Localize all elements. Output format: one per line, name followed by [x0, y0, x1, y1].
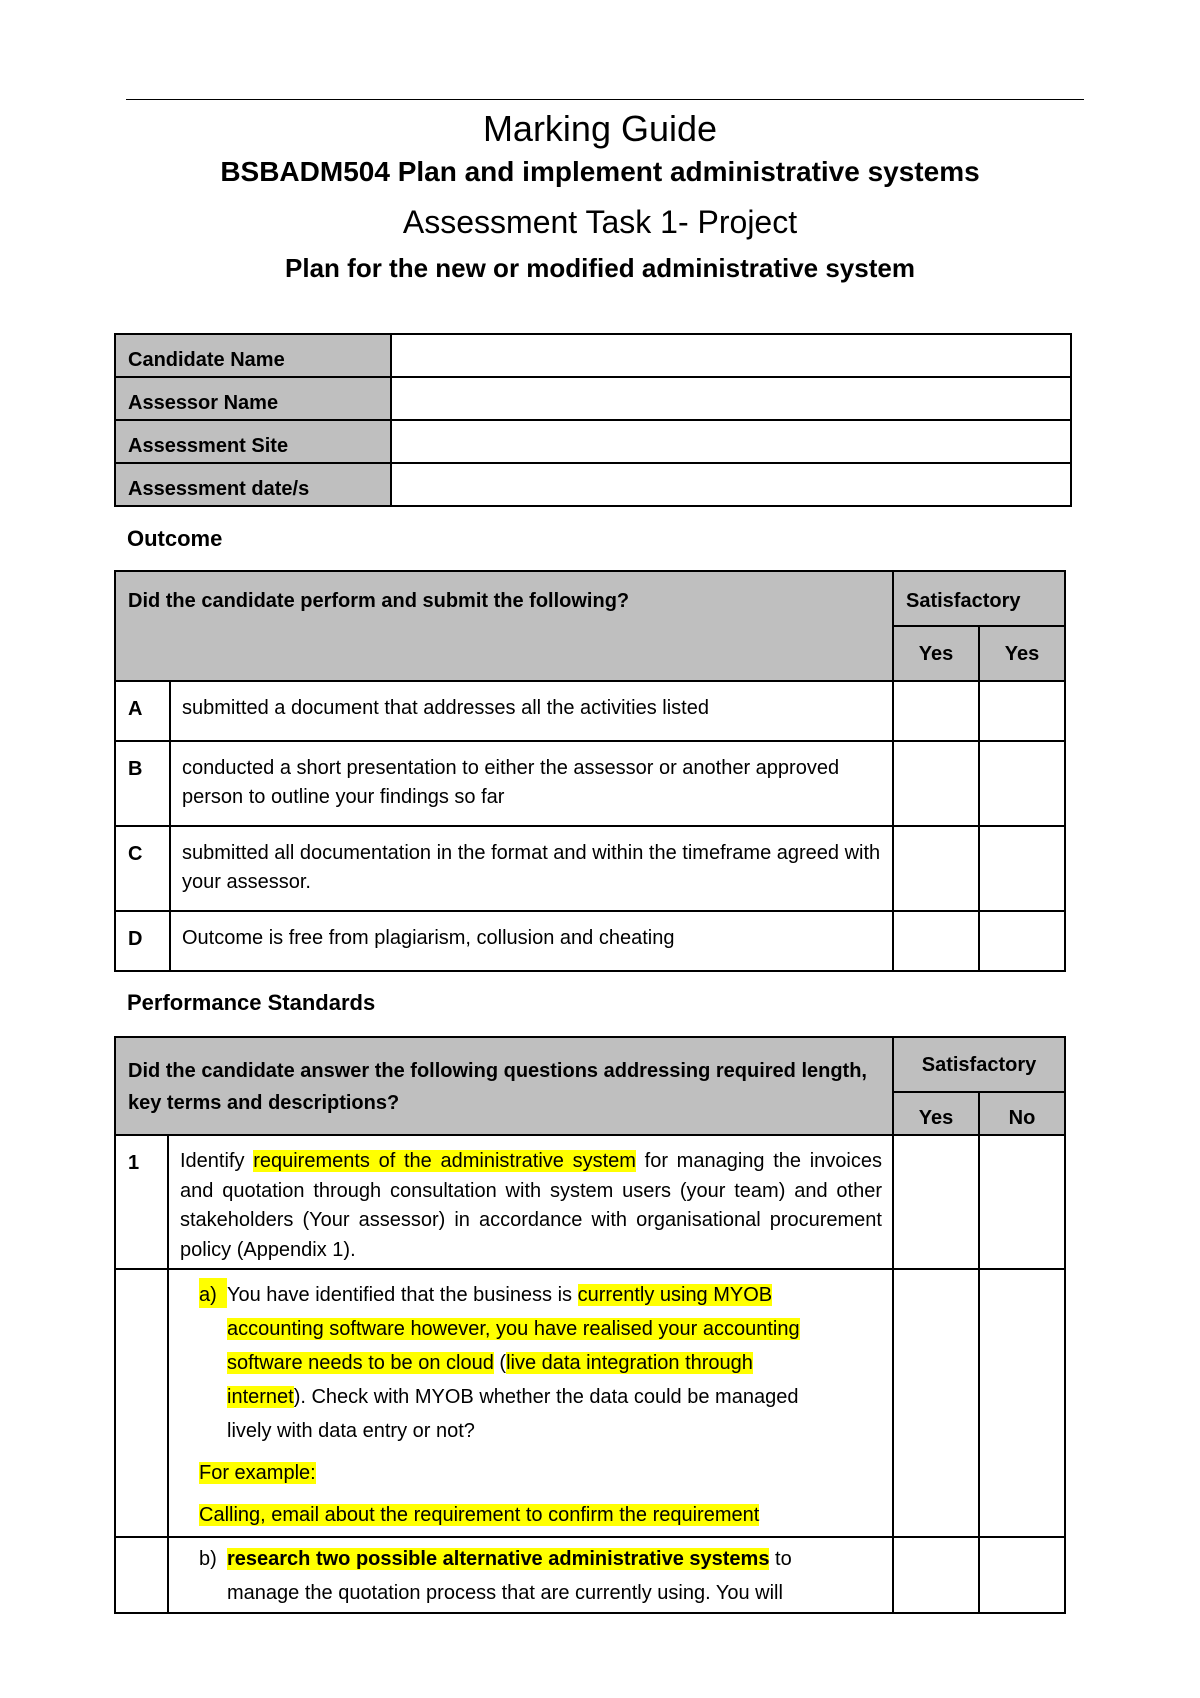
qb-highlight: research two possible alternative administrative systems: [227, 1548, 770, 1570]
qa-text-part: You have identified that the business is: [227, 1284, 578, 1306]
row-description: conducted a short presentation to either the assessor or another approved person to outline your findings so far: [170, 741, 893, 826]
row-description: submitted a document that addresses all the activities listed: [170, 681, 893, 741]
row-letter: C: [115, 826, 170, 911]
subtitle: Plan for the new or modified administrative system: [285, 253, 915, 283]
no-checkbox-cell[interactable]: [979, 1135, 1065, 1269]
qb-marker: b): [199, 1548, 217, 1570]
second-checkbox-cell[interactable]: [979, 741, 1065, 826]
no-checkbox-cell[interactable]: [979, 1269, 1065, 1537]
table-row: [115, 1269, 1065, 1537]
row-letter: A: [115, 681, 170, 741]
assessment-site-field[interactable]: [391, 420, 1071, 463]
row-letter: D: [115, 911, 170, 971]
qb-text-part: to manage the quotation process that are currently using. You will: [227, 1548, 792, 1604]
task-title: Assessment Task 1- Project: [402, 204, 798, 240]
outcome-satisfactory-header: Satisfactory: [893, 571, 1065, 626]
qa-text-part: ). Check with MYOB whether the data could be managed lively with data entry or not?: [227, 1386, 799, 1442]
page-title: Marking Guide: [482, 108, 718, 149]
yes-checkbox-cell[interactable]: [893, 911, 979, 971]
second-checkbox-cell[interactable]: [979, 681, 1065, 741]
candidate-name-field[interactable]: [391, 334, 1071, 377]
table-row: [115, 1135, 1065, 1269]
table-row: [115, 1537, 1065, 1613]
outcome-yes-header: Yes: [893, 626, 979, 681]
yes-checkbox-cell[interactable]: [893, 1537, 979, 1613]
table-row: [115, 741, 1065, 826]
empty-number-cell: [115, 1537, 168, 1613]
performance-satisfactory-header: Satisfactory: [893, 1037, 1065, 1092]
yes-checkbox-cell[interactable]: [893, 1269, 979, 1537]
question-1-text: [168, 1135, 893, 1269]
row-description: Outcome is free from plagiarism, collusion and cheating: [170, 911, 893, 971]
example-text: Calling, email about the requirement to confirm the requirement: [199, 1504, 760, 1526]
performance-yes-header: Yes: [893, 1092, 979, 1135]
info-label-assessment-site: Assessment Site: [115, 420, 391, 463]
example-label: For example:: [199, 1462, 316, 1484]
table-row: [115, 826, 1065, 911]
q1-text-part: Identify: [180, 1150, 254, 1172]
qa-marker: a): [199, 1278, 227, 1308]
qa-highlight: currently using MYOB accounting software however, you have realised your accounting software needs to be on cloud: [227, 1284, 800, 1374]
performance-question: Did the candidate answer the following questions addressing required length, key terms and descriptions?: [115, 1037, 893, 1135]
question-1a-text: [168, 1269, 893, 1537]
row-description: submitted all documentation in the format and within the timeframe agreed with your assessor.: [170, 826, 893, 911]
empty-number-cell: [115, 1269, 168, 1537]
qa-text-part: (: [493, 1352, 507, 1374]
performance-standards-label: Performance Standards: [127, 990, 376, 1015]
assessor-name-field[interactable]: [391, 377, 1071, 420]
question-1b-text: [168, 1537, 893, 1613]
second-checkbox-cell[interactable]: [979, 826, 1065, 911]
unit-title: BSBADM504 Plan and implement administrative systems: [220, 156, 980, 187]
yes-checkbox-cell[interactable]: [893, 681, 979, 741]
yes-checkbox-cell[interactable]: [893, 826, 979, 911]
table-row: [115, 681, 1065, 741]
assessment-date-field[interactable]: [391, 463, 1071, 506]
question-number: 1: [115, 1135, 168, 1269]
no-checkbox-cell[interactable]: [979, 1537, 1065, 1613]
info-label-candidate-name: Candidate Name: [115, 334, 391, 377]
q1-highlight: requirements of the administrative system: [253, 1150, 636, 1172]
qa-highlight: live data integration through internet: [227, 1352, 753, 1408]
table-row: [115, 911, 1065, 971]
row-letter: B: [115, 741, 170, 826]
second-checkbox-cell[interactable]: [979, 911, 1065, 971]
outcome-table: [114, 570, 1066, 972]
outcome-second-header: Yes: [979, 626, 1065, 681]
yes-checkbox-cell[interactable]: [893, 1135, 979, 1269]
performance-table: [114, 1036, 1066, 1614]
q1-text-part: for managing the invoices and quotation through consultation with system users (your team) and other stakeholders (Your assessor) in accordance with organisational procurement policy (Appendix 1).: [180, 1150, 882, 1261]
info-label-assessor-name: Assessor Name: [115, 377, 391, 420]
performance-no-header: No: [979, 1092, 1065, 1135]
outcome-label: Outcome: [127, 526, 223, 551]
header-rule: [126, 99, 1084, 100]
info-label-assessment-date: Assessment date/s: [115, 463, 391, 506]
yes-checkbox-cell[interactable]: [893, 741, 979, 826]
candidate-info-table: [114, 333, 1072, 507]
outcome-question: Did the candidate perform and submit the following?: [115, 571, 893, 681]
